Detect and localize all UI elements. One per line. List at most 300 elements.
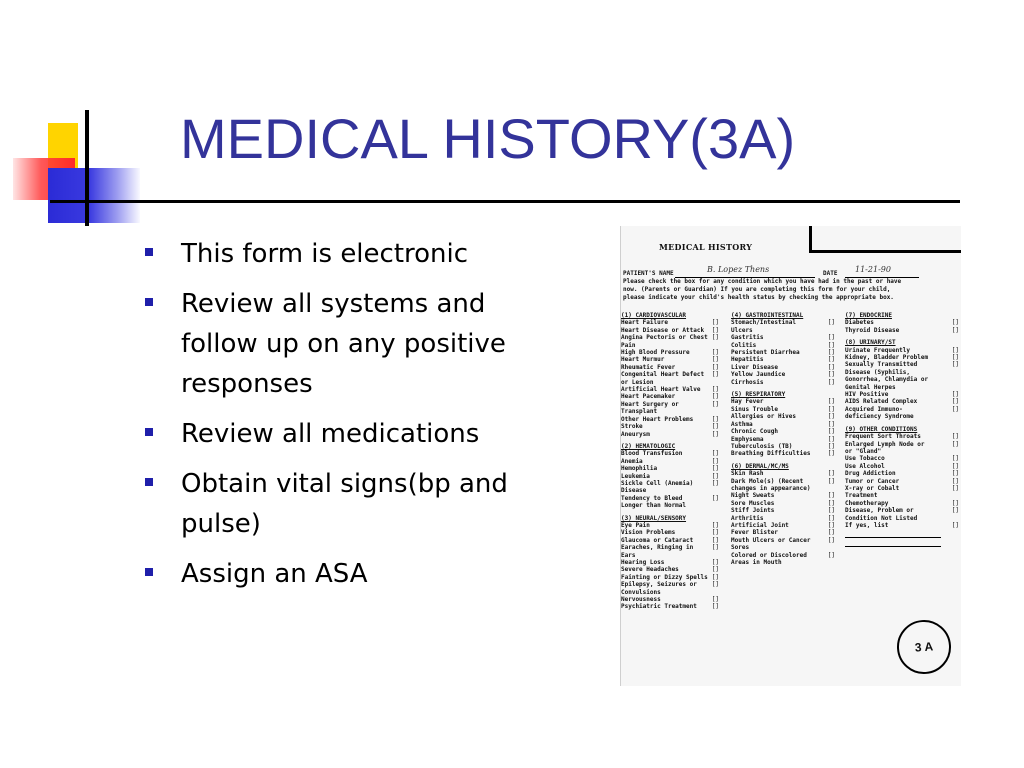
bullet-item — [145, 554, 565, 594]
form-item-label: Epilepsy, Seizures or — [621, 581, 697, 589]
form-checklist-row — [731, 470, 835, 477]
bullet-marker-icon — [145, 568, 153, 576]
checkbox-icon: [] — [951, 499, 959, 507]
form-checklist-row — [845, 478, 959, 485]
bullet-text: This form is electronic — [181, 239, 469, 269]
checkbox-icon: [] — [711, 334, 719, 342]
checkbox-icon: [] — [951, 462, 959, 470]
checkbox-icon: [] — [951, 319, 959, 327]
form-checklist-row — [621, 319, 719, 326]
form-checklist-row — [731, 507, 835, 514]
form-item-label: Hemophilia — [621, 465, 658, 473]
checkbox-icon: [] — [711, 326, 719, 334]
form-section-heading: (1) CARDIOVASCULAR — [621, 312, 687, 319]
form-checklist-row — [845, 327, 959, 334]
form-section-heading: (7) ENDOCRINE — [845, 312, 892, 319]
checkbox-icon: [] — [827, 349, 835, 357]
form-section-heading: (3) NEURAL/SENSORY — [621, 514, 687, 522]
checkbox-icon: [] — [951, 521, 959, 529]
form-checklist-row — [845, 384, 959, 391]
title-underline — [50, 200, 960, 203]
form-checklist-row — [621, 371, 719, 378]
checkbox-icon: [] — [827, 405, 835, 413]
form-item-label: X-ray or Cobalt — [845, 484, 900, 492]
bullet-item — [145, 234, 565, 274]
form-item-label: Yellow Jaundice — [731, 371, 786, 379]
form-item-label: Diabetes — [845, 319, 874, 327]
patient-name-value: B. Lopez Thens — [707, 265, 770, 274]
checkbox-icon: [] — [827, 341, 835, 349]
checkbox-icon: [] — [711, 472, 719, 480]
form-column-1 — [621, 312, 719, 611]
form-checklist-row — [731, 544, 835, 551]
checkbox-icon: [] — [711, 363, 719, 371]
form-checklist-row — [845, 354, 959, 361]
form-item-label: Vision Problems — [621, 529, 676, 537]
bullet-marker-icon — [145, 298, 153, 306]
form-checklist-row — [621, 393, 719, 400]
form-checklist-row — [845, 376, 959, 383]
form-checklist-row — [621, 537, 719, 544]
checkbox-icon: [] — [827, 507, 835, 515]
form-checklist-row — [621, 596, 719, 603]
form-blank-line — [845, 546, 941, 547]
form-item-label: Leukemia — [621, 472, 650, 480]
form-checklist-row — [621, 379, 719, 386]
form-item-label: Transplant — [621, 408, 658, 416]
checkbox-icon: [] — [711, 494, 719, 502]
form-item-label: Gastritis — [731, 334, 764, 342]
checkbox-icon: [] — [711, 371, 719, 379]
form-item-label: Chronic Cough — [731, 428, 778, 436]
form-checklist-row — [845, 463, 959, 470]
form-item-label: Condition Not Listed — [845, 514, 918, 522]
form-checklist-row — [731, 379, 835, 386]
form-checklist-row — [621, 401, 719, 408]
form-checklist-row — [845, 398, 959, 405]
checkbox-icon: [] — [711, 581, 719, 589]
checkbox-icon: [] — [711, 603, 719, 611]
bullet-item — [145, 284, 565, 404]
bullet-marker-icon — [145, 428, 153, 436]
form-item-label: Angina Pectoris or Chest — [621, 334, 708, 342]
form-checklist-row — [731, 443, 835, 450]
form-item-label: Asthma — [731, 420, 753, 428]
form-checklist-row — [621, 502, 719, 509]
checkbox-icon: [] — [827, 514, 835, 522]
checkbox-icon: [] — [951, 484, 959, 492]
form-checklist-row — [845, 406, 959, 413]
checkbox-icon: [] — [827, 529, 835, 537]
checkbox-icon: [] — [827, 442, 835, 450]
form-checklist-row — [621, 589, 719, 596]
form-item-label: Longer than Normal — [621, 502, 687, 510]
form-checklist-row — [845, 441, 959, 448]
checkbox-icon: [] — [827, 536, 835, 544]
form-checklist-row — [621, 529, 719, 536]
form-checklist-row — [731, 356, 835, 363]
form-item-label: Stroke — [621, 423, 643, 431]
form-checklist-row — [621, 574, 719, 581]
form-checklist-row — [731, 552, 835, 559]
form-item-label: Tumor or Cancer — [845, 477, 900, 485]
form-checklist-row — [731, 364, 835, 371]
form-section-heading: (5) RESPIRATORY — [731, 391, 786, 399]
form-item-label: Colored or Discolored — [731, 551, 807, 559]
form-item-label: Sore Muscles — [731, 499, 775, 507]
form-item-label: Tendency to Bleed — [621, 494, 683, 502]
medical-history-form-image — [620, 226, 961, 686]
date-value: 11-21-90 — [855, 265, 891, 274]
checkbox-icon: [] — [951, 470, 959, 478]
form-checklist-row — [731, 559, 835, 566]
form-item-label: Rheumatic Fever — [621, 363, 676, 371]
form-checklist-row — [731, 515, 835, 522]
form-item-label: Gonorrhea, Chlamydia or — [845, 376, 929, 384]
bullet-text: Review all medications — [181, 419, 480, 449]
checkbox-icon: [] — [951, 507, 959, 515]
checkbox-icon: [] — [711, 319, 719, 327]
form-checklist-row — [731, 398, 835, 405]
form-column-3 — [845, 312, 959, 547]
form-checklist-row — [845, 347, 959, 354]
form-checklist-row — [621, 522, 719, 529]
form-checklist-row — [621, 581, 719, 588]
checkbox-icon: [] — [827, 470, 835, 478]
form-column-2 — [731, 312, 835, 566]
bullet-marker-icon — [145, 478, 153, 486]
form-checklist-row — [845, 492, 959, 499]
checkbox-icon: [] — [951, 440, 959, 448]
form-checklist-row — [621, 473, 719, 480]
checkbox-icon: [] — [951, 326, 959, 334]
checkbox-icon: [] — [711, 544, 719, 552]
form-checklist-row — [621, 544, 719, 551]
instruction-line: please indicate your child's health status by checking the appropriate box. — [623, 294, 894, 301]
form-item-label: Skin Rash — [731, 470, 764, 478]
checkbox-icon: [] — [827, 420, 835, 428]
checkbox-icon: [] — [951, 398, 959, 406]
checkbox-icon: [] — [711, 457, 719, 465]
form-checklist-row — [845, 413, 959, 420]
form-checklist-row — [621, 349, 719, 356]
form-checklist-row — [731, 537, 835, 544]
form-item-label: Psychiatric Treatment — [621, 603, 697, 611]
form-checklist-row — [731, 413, 835, 420]
form-item-label: Arthritis — [731, 514, 764, 522]
form-checklist-row — [621, 327, 719, 334]
form-checklist-row — [731, 327, 835, 334]
form-checklist-row — [731, 500, 835, 507]
form-section-heading: (6) DERMAL/MC/MS — [731, 462, 789, 470]
form-checklist-row — [621, 480, 719, 487]
checkbox-icon: [] — [711, 596, 719, 604]
form-checklist-row — [621, 487, 719, 494]
form-checklist-row — [845, 369, 959, 376]
form-item-label: Fainting or Dizzy Spells — [621, 573, 708, 581]
form-checklist-row — [621, 342, 719, 349]
form-checklist-row — [845, 522, 959, 529]
form-checklist-row — [731, 485, 835, 492]
form-checklist-row — [731, 450, 835, 457]
form-item-label: Fever Blister — [731, 529, 778, 537]
instruction-line: Please check the box for any condition which you have had in the past or have — [623, 278, 902, 285]
checkbox-icon: [] — [711, 521, 719, 529]
form-item-label: Mouth Ulcers or Cancer — [731, 536, 811, 544]
form-item-label: deficiency Syndrome — [845, 413, 914, 421]
form-checklist-row — [621, 356, 719, 363]
bullet-list — [145, 234, 565, 604]
form-checklist-row — [731, 492, 835, 499]
form-item-label: HIV Positive — [845, 391, 889, 399]
form-item-label: Heart Murmur — [621, 356, 665, 364]
form-item-label: Kidney, Bladder Problem — [845, 354, 929, 362]
form-item-label: Disease — [621, 487, 647, 495]
form-item-label: Sinus Trouble — [731, 405, 778, 413]
checkbox-icon: [] — [951, 433, 959, 441]
form-item-label: Nervousness — [621, 596, 661, 604]
checkbox-icon: [] — [827, 551, 835, 559]
bullet-text: Assign an ASA — [181, 559, 368, 589]
checkbox-icon: [] — [827, 477, 835, 485]
form-item-label: Ulcers — [731, 326, 753, 334]
form-item-label: Chemotherapy — [845, 499, 889, 507]
form-item-label: AIDS Related Complex — [845, 398, 918, 406]
form-checklist-row — [845, 361, 959, 368]
form-item-label: High Blood Pressure — [621, 349, 690, 357]
form-item-label: Heart Surgery or — [621, 400, 679, 408]
form-checklist-row — [845, 500, 959, 507]
form-checklist-row — [621, 495, 719, 502]
form-checklist-row — [621, 386, 719, 393]
form-item-label: Stomach/Intestinal — [731, 319, 797, 327]
form-checklist-row — [621, 408, 719, 415]
form-item-label: Anemia — [621, 457, 643, 465]
form-instructions — [623, 278, 901, 302]
form-item-label: Sores — [731, 544, 750, 552]
form-checklist-row — [845, 319, 959, 326]
form-checklist-row — [621, 465, 719, 472]
form-item-label: Disease, Problem or — [845, 507, 914, 515]
form-item-label: Colitis — [731, 341, 757, 349]
form-item-label: Disease (Syphilis, — [845, 368, 911, 376]
form-corner-line — [809, 250, 961, 253]
date-label: DATE — [823, 270, 838, 277]
form-item-label: Heart Failure — [621, 319, 668, 327]
form-item-label: or "Gland" — [845, 447, 882, 455]
form-item-label: Severe Headaches — [621, 566, 679, 574]
checkbox-icon: [] — [711, 573, 719, 581]
form-item-label: Hepatitis — [731, 356, 764, 364]
form-item-label: Enlarged Lymph Node or — [845, 440, 925, 448]
checkbox-icon: [] — [711, 479, 719, 487]
form-item-label: Other Heart Problems — [621, 415, 694, 423]
form-checklist-row — [845, 448, 959, 455]
form-checklist-row — [731, 478, 835, 485]
form-item-label: Use Tobacco — [845, 455, 885, 463]
form-item-label: Dark Mole(s) (Recent — [731, 477, 804, 485]
form-item-label: Persistent Diarrhea — [731, 349, 800, 357]
checkbox-icon: [] — [827, 319, 835, 327]
form-checklist-row — [731, 428, 835, 435]
checkbox-icon: [] — [827, 521, 835, 529]
form-item-label: Emphysema — [731, 435, 764, 443]
form-item-label: Areas in Mouth — [731, 559, 782, 566]
form-item-label: Frequent Sort Throats — [845, 433, 921, 441]
form-item-label: Genital Herpes — [845, 383, 896, 391]
checkbox-icon: [] — [827, 378, 835, 386]
blue-accent-square — [48, 168, 140, 223]
bullet-item — [145, 414, 565, 454]
form-item-label: or Lesion — [621, 378, 654, 386]
vertical-accent-line — [85, 110, 89, 226]
checkbox-icon: [] — [951, 361, 959, 369]
form-item-label: Urinate Frequently — [845, 346, 911, 354]
form-checklist-row — [621, 552, 719, 559]
form-item-label: Eye Pain — [621, 521, 650, 529]
checkbox-icon: [] — [827, 413, 835, 421]
form-checklist-row — [845, 455, 959, 462]
form-item-label: Treatment — [845, 492, 878, 500]
form-item-label: Glaucoma or Cataract — [621, 536, 694, 544]
page-stamp: 3 A — [895, 618, 953, 676]
form-checklist-row — [845, 485, 959, 492]
form-item-label: Convulsions — [621, 588, 661, 596]
form-item-label: Aneurysm — [621, 430, 650, 438]
checkbox-icon: [] — [827, 450, 835, 458]
checkbox-icon: [] — [711, 415, 719, 423]
checkbox-icon: [] — [711, 356, 719, 364]
checkbox-icon: [] — [711, 423, 719, 431]
form-item-label: Liver Disease — [731, 363, 778, 371]
form-checklist-row — [621, 603, 719, 610]
form-blank-line — [845, 537, 941, 538]
checkbox-icon: [] — [827, 428, 835, 436]
form-checklist-row — [731, 436, 835, 443]
form-checklist-row — [731, 371, 835, 378]
checkbox-icon: [] — [827, 363, 835, 371]
form-item-label: Night Sweats — [731, 492, 775, 500]
checkbox-icon: [] — [951, 477, 959, 485]
form-checklist-row — [621, 334, 719, 341]
checkbox-icon: [] — [827, 492, 835, 500]
checkbox-icon: [] — [711, 400, 719, 408]
checkbox-icon: [] — [711, 430, 719, 438]
form-checklist-row — [621, 364, 719, 371]
form-checklist-row — [731, 406, 835, 413]
form-item-label: Sickle Cell (Anemia) — [621, 479, 694, 487]
checkbox-icon: [] — [711, 566, 719, 574]
checkbox-icon: [] — [827, 371, 835, 379]
form-checklist-row — [621, 416, 719, 423]
form-checklist-row — [731, 334, 835, 341]
form-item-label: Heart Pacemaker — [621, 393, 676, 401]
form-item-label: Earaches, Ringing in — [621, 544, 694, 552]
checkbox-icon: [] — [827, 499, 835, 507]
form-checklist-row — [621, 450, 719, 457]
form-checklist-row — [731, 522, 835, 529]
form-item-label: Artificial Heart Valve — [621, 386, 701, 394]
form-item-label: Drug Addiction — [845, 470, 896, 478]
checkbox-icon: [] — [827, 398, 835, 406]
form-checklist-row — [731, 421, 835, 428]
form-item-label: Pain — [621, 341, 636, 349]
form-item-label: Sexually Transmitted — [845, 361, 918, 369]
form-section-heading: (2) HEMATOLOGIC — [621, 442, 676, 450]
checkbox-icon: [] — [711, 559, 719, 566]
form-checklist-row — [845, 470, 959, 477]
form-item-label: If yes, list — [845, 521, 889, 529]
checkbox-icon: [] — [827, 334, 835, 342]
checkbox-icon: [] — [711, 529, 719, 537]
form-item-label: Stiff Joints — [731, 507, 775, 515]
form-section-heading: (8) URINARY/ST — [845, 339, 896, 347]
checkbox-icon: [] — [951, 455, 959, 463]
form-item-label: Allergies or Hives — [731, 413, 797, 421]
bullet-marker-icon — [145, 248, 153, 256]
form-item-label: Cirrhosis — [731, 378, 764, 386]
bullet-text: Review all systems and follow up on any positive responses — [181, 289, 506, 399]
form-item-label: Hearing Loss — [621, 559, 665, 566]
form-checklist-row — [621, 458, 719, 465]
checkbox-icon: [] — [711, 349, 719, 357]
form-item-label: changes in appearance) — [731, 484, 811, 492]
form-item-label: Blood Transfusion — [621, 450, 683, 458]
form-checklist-row — [731, 342, 835, 349]
form-item-label: Thyroid Disease — [845, 326, 900, 334]
form-checklist-row — [845, 433, 959, 440]
checkbox-icon: [] — [827, 435, 835, 443]
checkbox-icon: [] — [711, 465, 719, 473]
form-checklist-row — [845, 391, 959, 398]
form-item-label: Ears — [621, 551, 636, 559]
patient-name-label: PATIENT'S NAME — [623, 270, 674, 277]
form-item-label: Acquired Immuno- — [845, 405, 903, 413]
form-section-heading: (9) OTHER CONDITIONS — [845, 425, 918, 433]
form-corner-line — [809, 226, 812, 252]
checkbox-icon: [] — [951, 391, 959, 399]
form-checklist-row — [731, 319, 835, 326]
checkbox-icon: [] — [827, 356, 835, 364]
form-item-label: Breathing Difficulties — [731, 450, 811, 458]
form-title: MEDICAL HISTORY — [659, 242, 753, 252]
checkbox-icon: [] — [951, 354, 959, 362]
form-item-label: Congenital Heart Defect — [621, 371, 705, 379]
instruction-line: now. (Parents or Guardian) If you are completing this form for your child, — [623, 286, 891, 293]
checkbox-icon: [] — [711, 450, 719, 458]
slide-title: MEDICAL HISTORY(3A) — [180, 107, 796, 170]
form-checklist-row — [621, 559, 719, 566]
form-section-heading: (4) GASTROINTESTINAL — [731, 312, 804, 319]
form-checklist-row — [621, 423, 719, 430]
form-item-label: Heart Disease or Attack — [621, 326, 705, 334]
form-item-label: Artificial Joint — [731, 521, 789, 529]
form-checklist-row — [845, 515, 959, 522]
checkbox-icon: [] — [711, 393, 719, 401]
form-item-label: Tuberculosis (TB) — [731, 442, 793, 450]
checkbox-icon: [] — [711, 536, 719, 544]
form-checklist-row — [731, 349, 835, 356]
form-checklist-row — [845, 507, 959, 514]
checkbox-icon: [] — [711, 386, 719, 394]
bullet-text: Obtain vital signs(bp and pulse) — [181, 469, 508, 539]
form-checklist-row — [621, 566, 719, 573]
checkbox-icon: [] — [951, 405, 959, 413]
form-checklist-row — [731, 529, 835, 536]
checkbox-icon: [] — [951, 346, 959, 354]
bullet-item — [145, 464, 565, 544]
form-checklist-row — [621, 431, 719, 438]
